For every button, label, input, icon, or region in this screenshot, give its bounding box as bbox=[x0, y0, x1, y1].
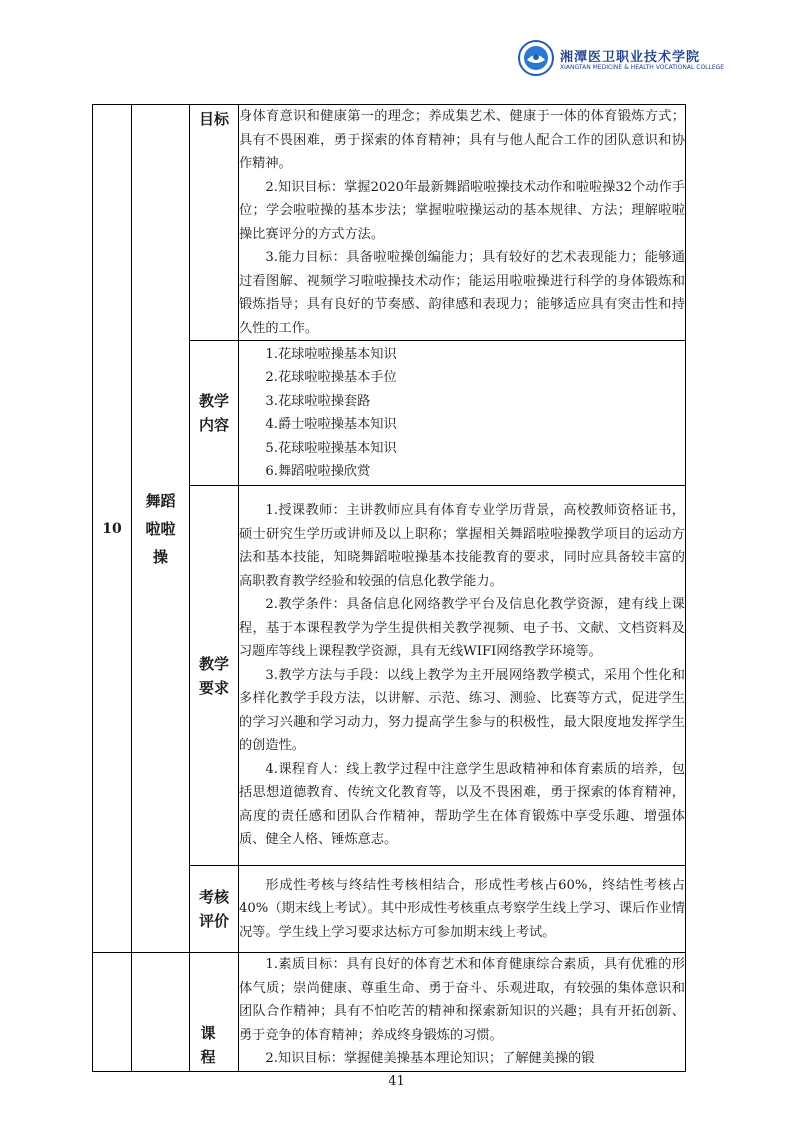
page-number: 41 bbox=[388, 1074, 405, 1089]
item-label-next: 课程 bbox=[190, 953, 239, 1072]
college-logo-icon bbox=[518, 40, 554, 76]
list-item: 3.花球啦啦操套路 bbox=[265, 393, 371, 409]
next-course-number bbox=[93, 953, 132, 1072]
content-list bbox=[239, 341, 686, 486]
list-item: 1.花球啦啦操基本知识 bbox=[265, 346, 397, 362]
list-item: 5.花球啦啦操基本知识 bbox=[265, 440, 397, 456]
school-name: 湘潭医卫职业技术学院 bbox=[560, 50, 701, 65]
item-label-assessment: 考核评价 bbox=[190, 866, 239, 953]
course-number: 10 bbox=[93, 105, 132, 953]
course-name bbox=[132, 105, 190, 953]
course-table bbox=[92, 104, 686, 1072]
next-course-name bbox=[132, 953, 190, 1072]
table-row-next-course bbox=[93, 953, 686, 1072]
assessment-content: 形成性考核与终结性考核相结合，形成性考核占60%，终结性考核占40%（期末线上考试）。其中形成性考核重点考察学生线上学习、课后作业情况等。学生线上学习要求达标方可参加期末线上考试。 bbox=[239, 866, 686, 953]
requirements-content: 1.授课教师：主讲教师应具有体育专业学历背景，高校教师资格证书，硕士研究生学历或讲师及以上职称；掌握相关舞蹈啦啦操教学项目的运动方法和基本技能，知晓舞蹈啦啦操基本技能教育的要求，同时应具备较丰富的高职教育教学经验和较强的信息化教学能力。 2.教学条件：具备信息化网络教学平台及信息化教学资源，建有线上课程，基于本课程教学为学生提供相关教学视频、电子书、文献、文档资料及习题库等线上课程教学资源，具有无线WIFI网络教学环境等。 3.教学方法与手段：以线上教学为主开展网络教学模式，采用个性化和多样化教学手段方法，以讲解、示范、练习、测验、比赛等方式，促进学生的学习兴趣和学习动力，努力提高学生参与的积极性，最大限度地发挥学生的创造性。 4.课程育人：线上教学过程中注意学生思政精神和体育素质的培养，包括思想道德教育、传统文化教育等，以及不畏困难，勇于探索的体育精神，高度的责任感和团队合作精神，帮助学生在体育锻炼中享受乐趣、增强体质、健全人格、锤炼意志。 bbox=[239, 486, 686, 866]
school-name-en: XIANGTAN MEDICINE & HEALTH VOCATIONAL COLLEGE bbox=[560, 64, 725, 71]
goals-content: 身体育意识和健康第一的理念；养成集艺术、健康于一体的体育锻炼方式；具有不畏困难，勇于探索的体育精神；具有与他人配合工作的团队意识和协作精神。 2.知识目标：掌握2020年最新舞蹈啦啦操技术动作和啦啦操32个动作手位；学会啦啦操的基本步法；掌握啦啦操运动的基本规律、方法；理解啦啦操比赛评分的方式方法。 3.能力目标：具备啦啦操创编能力；具有较好的艺术表现能力；能够通过看图解、视频学习啦啦操技术动作；能运用啦啦操进行科学的身体锻炼和锻炼指导；具有良好的节奏感、韵律感和表现力；能够适应具有突击性和持久性的工作。 bbox=[239, 105, 686, 341]
table-row-goals bbox=[93, 105, 686, 341]
list-item: 6.舞蹈啦啦操欣赏 bbox=[265, 464, 371, 479]
list-item: 2.花球啦啦操基本手位 bbox=[265, 370, 397, 385]
next-content: 1.素质目标：具有良好的体育艺术和体育健康综合素质，具有优雅的形体气质；崇尚健康、尊重生命、勇于奋斗、乐观进取，有较强的集体意识和团队合作精神；具有不怕吃苦的精神和探索新知识的兴趣；具有开拓创新、勇于竞争的体育精神；养成终身锻炼的习惯。 2.知识目标：掌握健美操基本理论知识；了解健美操的锻 bbox=[239, 953, 686, 1072]
item-label-goals: 目标 bbox=[190, 105, 239, 341]
list-item: 4.爵士啦啦操基本知识 bbox=[265, 417, 397, 432]
item-label-requirements: 教学要求 bbox=[190, 486, 239, 866]
page-header bbox=[0, 0, 793, 90]
item-label-content: 教学内容 bbox=[190, 341, 239, 486]
course-name-text: 舞蹈啦啦操 bbox=[145, 491, 176, 566]
